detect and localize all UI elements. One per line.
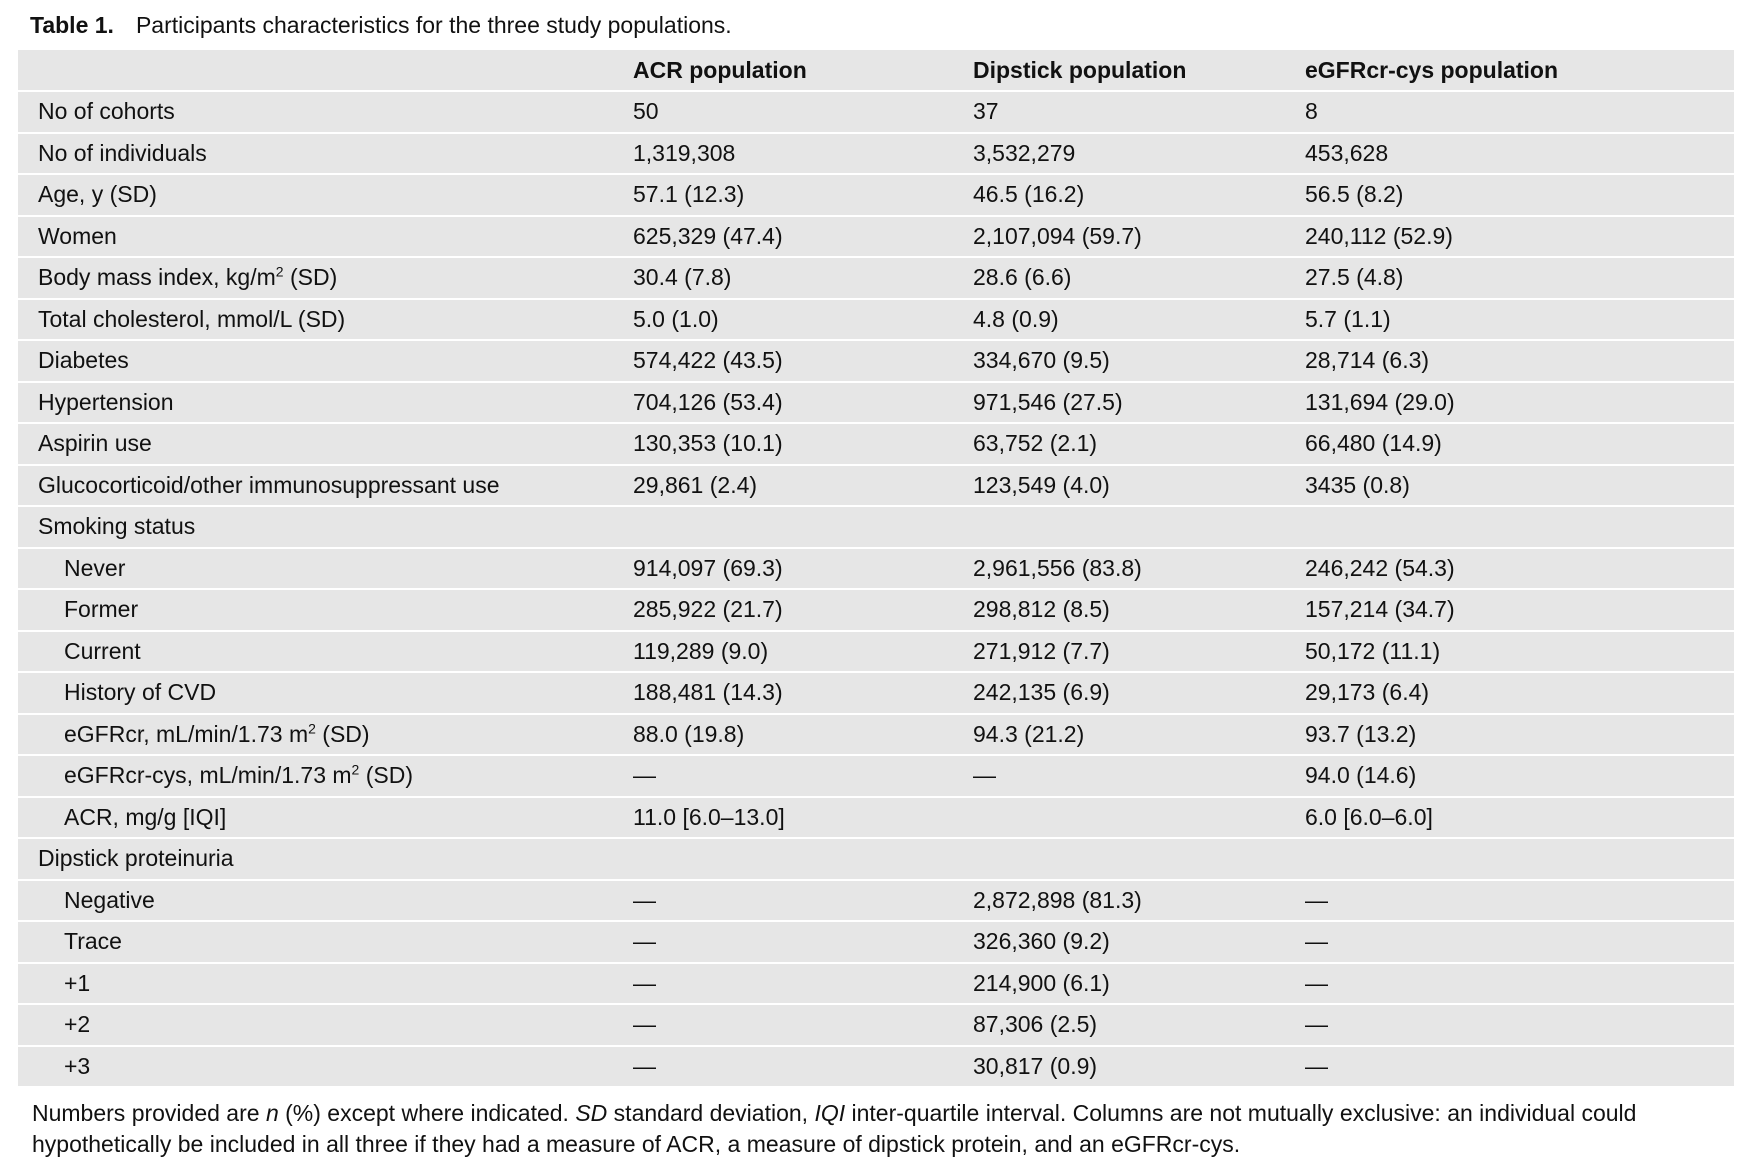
table-row bbox=[18, 673, 1734, 715]
table-header-row bbox=[18, 50, 1734, 92]
table-cell: — bbox=[1305, 1052, 1328, 1079]
table-row bbox=[18, 1047, 1734, 1087]
table-row bbox=[18, 300, 1734, 342]
row-label-text: Trace bbox=[64, 928, 122, 955]
row-label-text: Total cholesterol, mmol/L (SD) bbox=[38, 305, 346, 332]
table-cell: 46.5 (16.2) bbox=[953, 175, 1285, 217]
footnote-text: Numbers provided are bbox=[32, 1100, 266, 1126]
table-row bbox=[18, 466, 1734, 508]
table-cell: 4.8 (0.9) bbox=[953, 300, 1285, 342]
table-cell: — bbox=[953, 756, 1285, 798]
table-cell: 30.4 (7.8) bbox=[613, 258, 953, 300]
row-label-text: Dipstick proteinuria bbox=[38, 845, 234, 872]
row-label bbox=[18, 507, 613, 549]
row-label bbox=[18, 549, 613, 591]
footnote-italic: n bbox=[265, 1100, 279, 1126]
table-cell: — bbox=[613, 756, 953, 798]
row-label-text: ACR, mg/g [IQI] bbox=[64, 803, 227, 830]
table-cell: 29,861 (2.4) bbox=[613, 466, 953, 508]
table-body bbox=[18, 92, 1734, 1086]
row-label bbox=[18, 673, 613, 715]
row-label-text: No of cohorts bbox=[38, 98, 175, 125]
table-row bbox=[18, 632, 1734, 674]
table-cell: 27.5 (4.8) bbox=[1285, 258, 1734, 300]
row-label-superscript: 2 bbox=[308, 720, 316, 737]
table-cell bbox=[1285, 839, 1734, 881]
row-label bbox=[18, 300, 613, 342]
table-cell: 271,912 (7.7) bbox=[953, 632, 1285, 674]
row-label bbox=[18, 175, 613, 217]
table-cell: — bbox=[613, 881, 953, 923]
table-row bbox=[18, 92, 1734, 134]
table-cell: 88.0 (19.8) bbox=[613, 715, 953, 757]
table-cell: — bbox=[633, 1052, 656, 1079]
row-label-text: Never bbox=[64, 554, 126, 581]
row-label-text: Negative bbox=[64, 886, 155, 913]
table-cell bbox=[613, 839, 953, 881]
table-row bbox=[18, 964, 1734, 1006]
footnote-italic: IQI bbox=[814, 1100, 846, 1126]
table-cell: 2,961,556 (83.8) bbox=[953, 549, 1285, 591]
table-cell bbox=[1285, 507, 1734, 549]
table-cell: 56.5 (8.2) bbox=[1285, 175, 1734, 217]
row-label-suffix: (SD) bbox=[283, 264, 338, 291]
table-footnote bbox=[18, 1086, 1734, 1160]
row-label bbox=[18, 881, 613, 923]
row-label-text: Body mass index, kg/m bbox=[38, 264, 276, 291]
table-cell: — bbox=[613, 922, 953, 964]
table-cell: 625,329 (47.4) bbox=[613, 217, 953, 259]
row-label-suffix: (SD) bbox=[359, 762, 414, 789]
table-row bbox=[18, 549, 1734, 591]
row-label bbox=[18, 922, 613, 964]
footnote-text: (%) except where indicated. bbox=[278, 1100, 576, 1126]
header-cell: ACR population bbox=[613, 50, 953, 92]
header-cell: Dipstick population bbox=[953, 50, 1285, 92]
row-label bbox=[18, 1047, 613, 1087]
table-row bbox=[18, 922, 1734, 964]
table-row bbox=[18, 715, 1734, 757]
table-row bbox=[18, 590, 1734, 632]
row-label-text: eGFRcr, mL/min/1.73 m bbox=[64, 720, 309, 747]
table-cell: — bbox=[1285, 922, 1734, 964]
row-label bbox=[18, 466, 613, 508]
table-cell: 123,549 (4.0) bbox=[953, 466, 1285, 508]
table-row bbox=[18, 881, 1734, 923]
row-label bbox=[18, 134, 613, 176]
table-row bbox=[18, 383, 1734, 425]
table-cell bbox=[953, 507, 1285, 549]
row-label-text: Smoking status bbox=[38, 513, 196, 540]
row-label bbox=[18, 756, 613, 798]
footnote-italic: SD bbox=[575, 1100, 608, 1126]
row-label-text: No of individuals bbox=[38, 139, 207, 166]
row-label bbox=[18, 217, 613, 259]
row-label-text: History of CVD bbox=[64, 679, 217, 706]
table-cell: 334,670 (9.5) bbox=[953, 341, 1285, 383]
table-cell: 326,360 (9.2) bbox=[953, 922, 1285, 964]
row-label-text: Women bbox=[38, 222, 117, 249]
table-cell: 5.7 (1.1) bbox=[1285, 300, 1734, 342]
table-cell: 29,173 (6.4) bbox=[1285, 673, 1734, 715]
table-cell: 3,532,279 bbox=[953, 134, 1285, 176]
table-cell: 298,812 (8.5) bbox=[953, 590, 1285, 632]
table-cell: 63,752 (2.1) bbox=[953, 424, 1285, 466]
table-cell bbox=[613, 507, 953, 549]
table-cell: 94.3 (21.2) bbox=[953, 715, 1285, 757]
table-cell: — bbox=[613, 964, 953, 1006]
table-cell: — bbox=[1285, 1005, 1734, 1047]
table-cell: 11.0 [6.0–13.0] bbox=[613, 798, 953, 840]
table-cell: 971,546 (27.5) bbox=[953, 383, 1285, 425]
table-cell: 157,214 (34.7) bbox=[1285, 590, 1734, 632]
table-row bbox=[18, 424, 1734, 466]
table-row bbox=[18, 341, 1734, 383]
table-cell: 3435 (0.8) bbox=[1285, 466, 1734, 508]
table-cell: 914,097 (69.3) bbox=[613, 549, 953, 591]
row-label-superscript: 2 bbox=[275, 263, 284, 280]
table-cell: 50,172 (11.1) bbox=[1285, 632, 1734, 674]
row-label bbox=[18, 798, 613, 840]
row-label-text: +3 bbox=[64, 1052, 91, 1079]
header-cell: eGFRcr-cys population bbox=[1285, 50, 1734, 92]
table-cell: 214,900 (6.1) bbox=[953, 964, 1285, 1006]
table-cell: 240,112 (52.9) bbox=[1285, 217, 1734, 259]
table-cell: 188,481 (14.3) bbox=[613, 673, 953, 715]
table-caption-text: Participants characteristics for the three study populations. bbox=[135, 11, 732, 38]
row-label-text: +2 bbox=[64, 1011, 91, 1038]
table-cell: 28,714 (6.3) bbox=[1285, 341, 1734, 383]
row-label bbox=[18, 839, 613, 881]
row-label-suffix: (SD) bbox=[315, 720, 370, 747]
table-cell: 119,289 (9.0) bbox=[613, 632, 953, 674]
table-row bbox=[18, 217, 1734, 259]
table-cell: 574,422 (43.5) bbox=[613, 341, 953, 383]
row-label-text: eGFRcr-cys, mL/min/1.73 m bbox=[64, 762, 352, 789]
row-label bbox=[18, 1005, 613, 1047]
table-cell: 57.1 (12.3) bbox=[613, 175, 953, 217]
footnote-text: standard deviation, bbox=[607, 1100, 815, 1126]
table-cell: 50 bbox=[613, 92, 953, 134]
row-label-text: Diabetes bbox=[38, 347, 129, 374]
table-cell bbox=[953, 839, 1285, 881]
table-cell: — bbox=[1285, 881, 1734, 923]
row-label-text: Age, y (SD) bbox=[38, 181, 157, 208]
row-label-superscript: 2 bbox=[351, 761, 360, 778]
row-label bbox=[18, 424, 613, 466]
table-cell: 66,480 (14.9) bbox=[1285, 424, 1734, 466]
table-cell: 1,319,308 bbox=[613, 134, 953, 176]
table-cell: 704,126 (53.4) bbox=[613, 383, 953, 425]
table-cell: 453,628 bbox=[1285, 134, 1734, 176]
row-label-text: Current bbox=[64, 637, 141, 664]
row-label-text: Glucocorticoid/other immunosuppressant use bbox=[38, 471, 500, 498]
table-cell: 2,107,094 (59.7) bbox=[953, 217, 1285, 259]
table-cell: 87,306 (2.5) bbox=[953, 1005, 1285, 1047]
table-cell: 246,242 (54.3) bbox=[1285, 549, 1734, 591]
table-row bbox=[18, 134, 1734, 176]
table-cell: 242,135 (6.9) bbox=[953, 673, 1285, 715]
table-cell: 37 bbox=[953, 92, 1285, 134]
table-row bbox=[18, 756, 1734, 798]
table-cell: 93.7 (13.2) bbox=[1285, 715, 1734, 757]
table-row bbox=[18, 175, 1734, 217]
row-label bbox=[18, 964, 613, 1006]
row-label-text: Aspirin use bbox=[38, 430, 152, 457]
table-row bbox=[18, 258, 1734, 300]
table-row bbox=[18, 1005, 1734, 1047]
row-label bbox=[18, 258, 613, 300]
table-cell: 30,817 (0.9) bbox=[973, 1052, 1098, 1079]
row-label bbox=[18, 715, 613, 757]
row-label bbox=[18, 632, 613, 674]
table-cell bbox=[953, 798, 1285, 840]
table-cell: 2,872,898 (81.3) bbox=[953, 881, 1285, 923]
footnote-text: inter-quartile interval. Columns are not mutually exclusive: an individual could hypothetically be included in all three if they had a measure of ACR, a measure of dipstick protein, and an eGFRcr-cys. bbox=[32, 1100, 1637, 1157]
row-label bbox=[18, 341, 613, 383]
row-label bbox=[18, 590, 613, 632]
table-row bbox=[18, 839, 1734, 881]
table-row bbox=[18, 798, 1734, 840]
row-label-text: Hypertension bbox=[38, 388, 174, 415]
table-cell: 131,694 (29.0) bbox=[1285, 383, 1734, 425]
row-label bbox=[18, 383, 613, 425]
table-cell: 5.0 (1.0) bbox=[613, 300, 953, 342]
table-row bbox=[18, 507, 1734, 549]
table-cell: 94.0 (14.6) bbox=[1285, 756, 1734, 798]
row-label-text: +1 bbox=[64, 969, 91, 996]
header-cell bbox=[18, 50, 613, 92]
table-caption bbox=[18, 0, 1734, 50]
table-cell: — bbox=[613, 1005, 953, 1047]
row-label-text: Former bbox=[64, 596, 139, 623]
table-cell: 8 bbox=[1285, 92, 1734, 134]
table-cell: 28.6 (6.6) bbox=[953, 258, 1285, 300]
table-cell: — bbox=[1285, 964, 1734, 1006]
row-label bbox=[18, 92, 613, 134]
table-cell: 6.0 [6.0–6.0] bbox=[1285, 798, 1734, 840]
table-caption-label: Table 1. bbox=[30, 11, 114, 38]
table-cell: 130,353 (10.1) bbox=[613, 424, 953, 466]
participants-table bbox=[18, 50, 1734, 1086]
table-cell: 285,922 (21.7) bbox=[613, 590, 953, 632]
